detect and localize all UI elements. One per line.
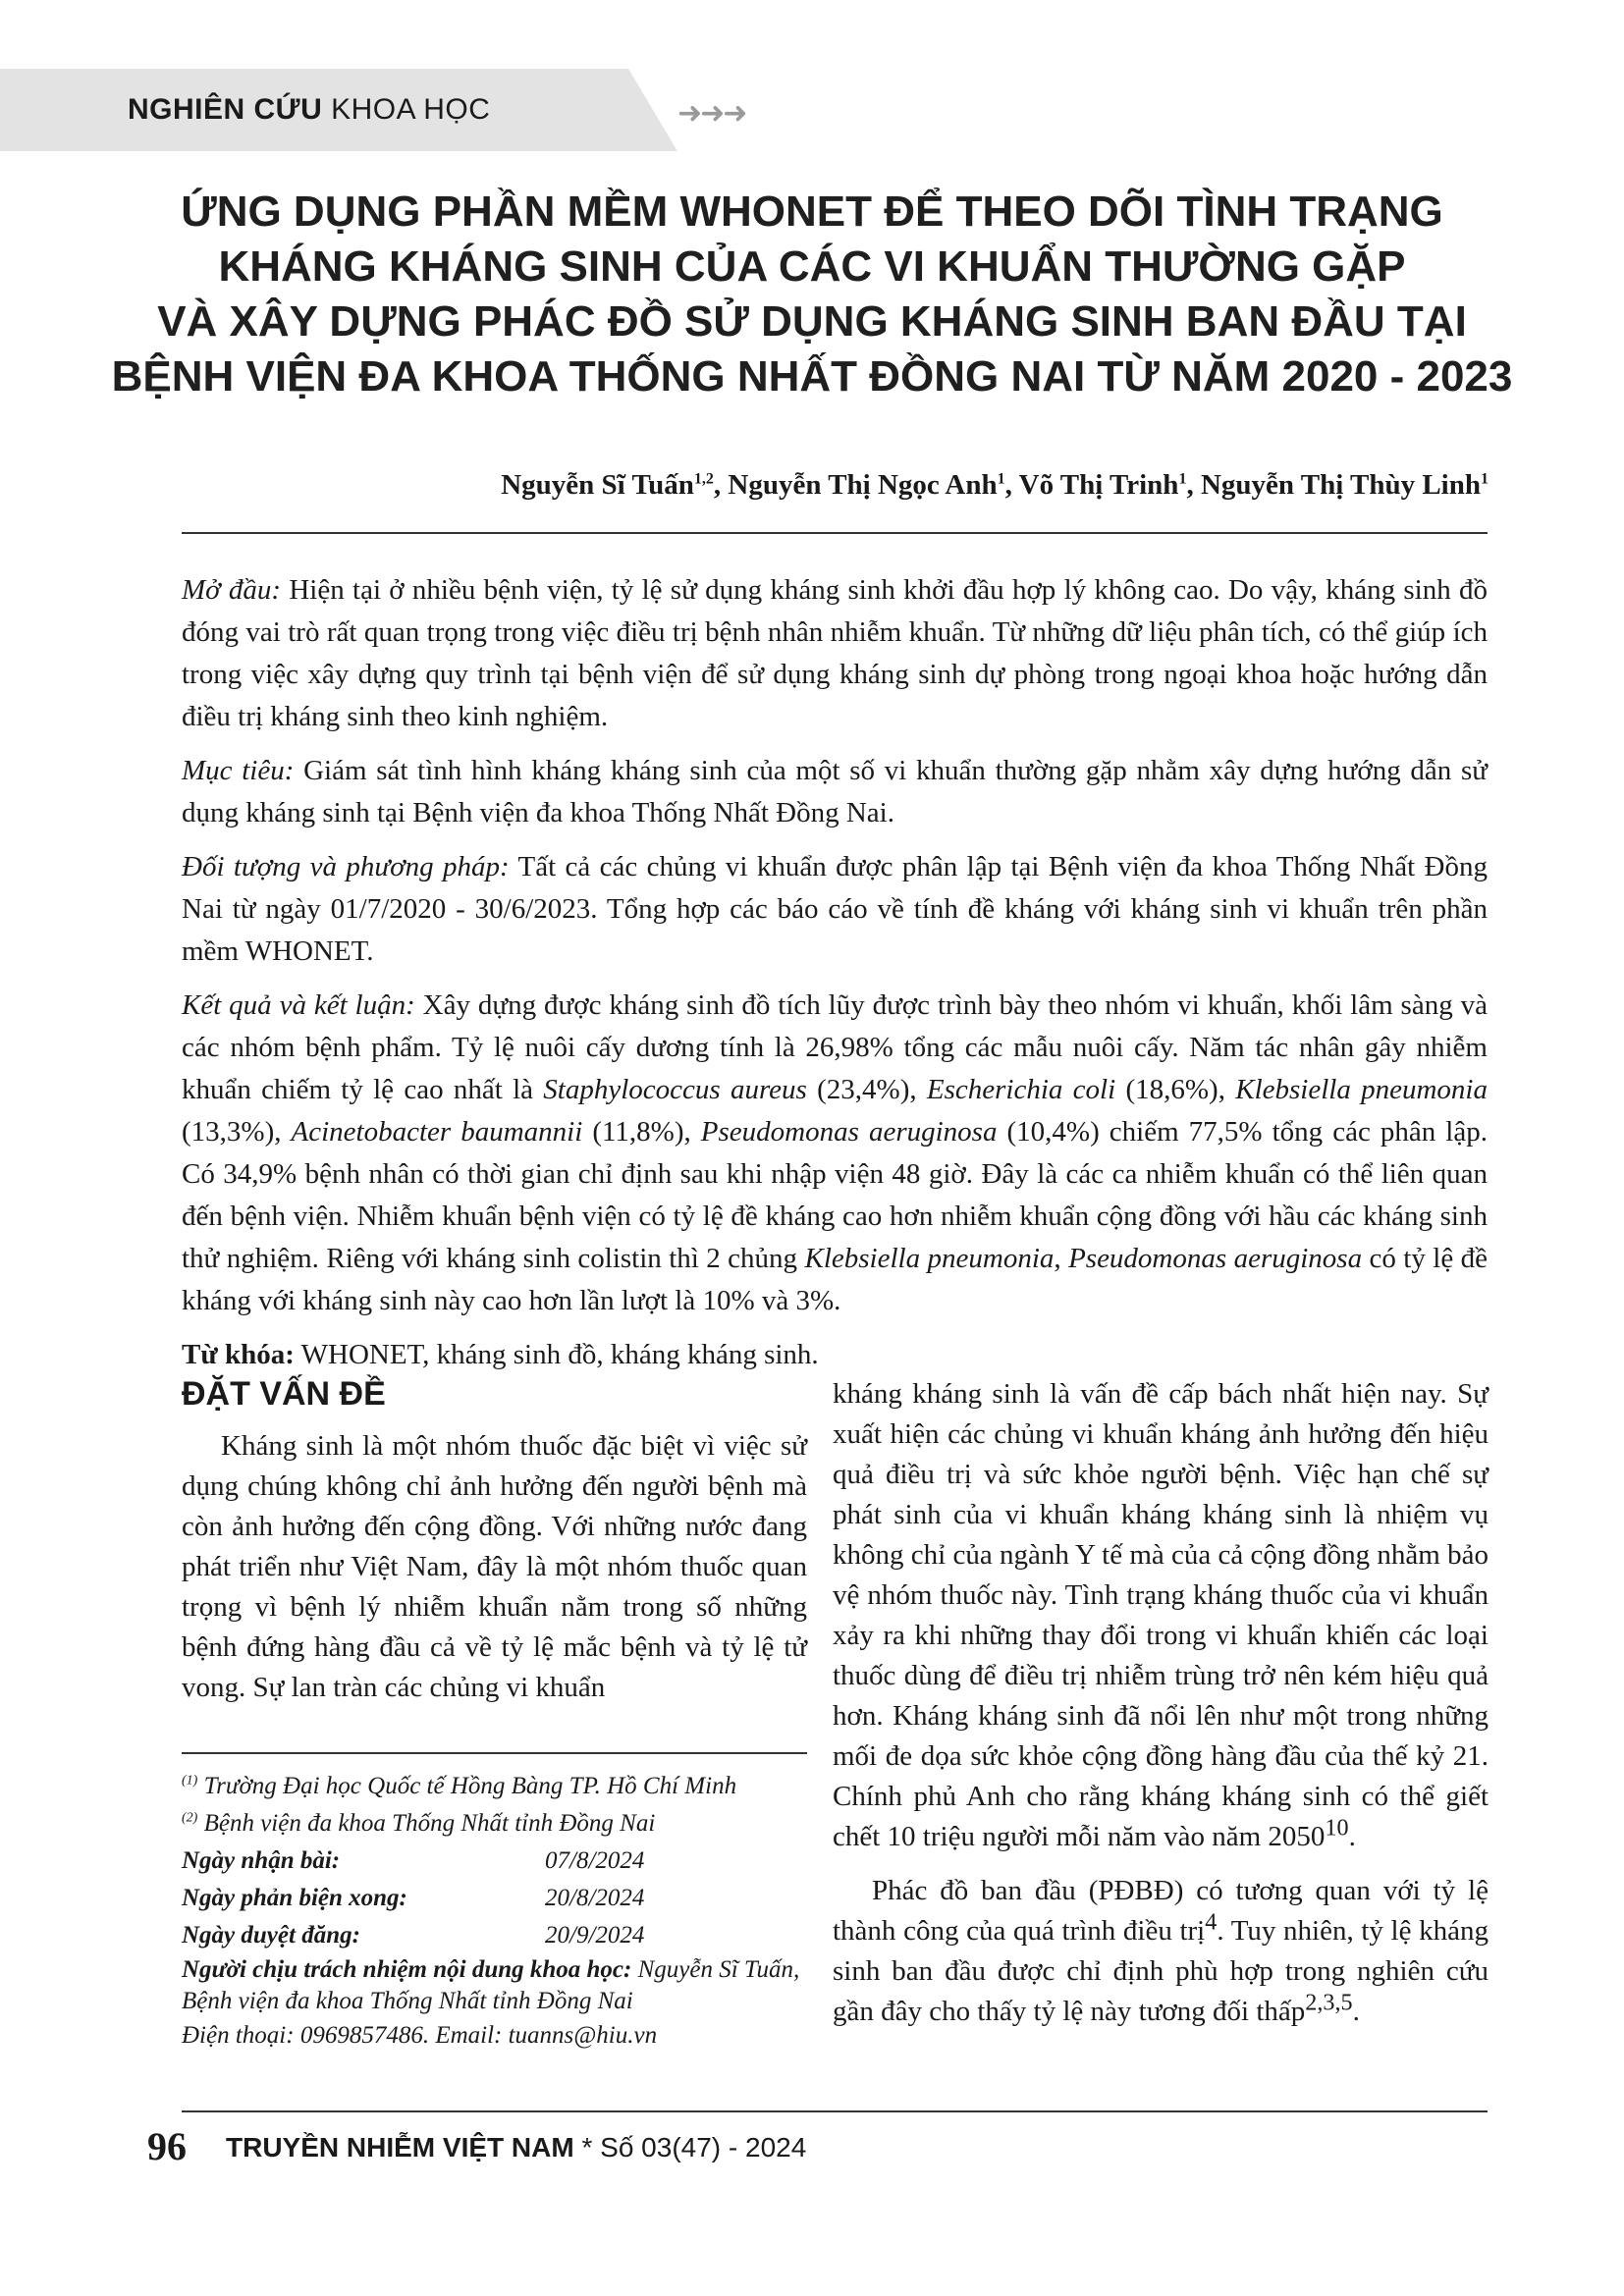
title-line: KHÁNG KHÁNG SINH CỦA CÁC VI KHUẨN THƯỜNG GẶP <box>218 242 1406 291</box>
body-paragraph: Kháng sinh là một nhóm thuốc đặc biệt vì việc sử dụng chúng không chỉ ảnh hưởng đến người bệnh mà còn ảnh hưởng đến cộng đồng. Với những nước đang phát triển như Việt Nam, đây là một nhóm thuốc quan trọng vì bệnh lý nhiễm khuẩn nằm trong số những bệnh đứng hàng đầu cả về tỷ lệ mắc bệnh và tỷ lệ tử vong. Sự lan tràn các chủng vi khuẩn <box>182 1430 807 1703</box>
affiliation-note: $^{(1)}$ Trường Đại học Quốc tế Hồng Bàng TP. Hồ Chí Minh <box>182 1773 737 1799</box>
author-list: Nguyễn Sĩ Tuấn$^{1,2}$, Nguyễn Thị Ngọc Anh$^1$, Võ Thị Trinh$^1$, Nguyễn Thị Thùy Linh$^1$ <box>501 469 1489 501</box>
author-affiliation: 1 <box>1178 470 1187 488</box>
results-text: có tỷ lệ đề kháng với kháng sinh này cao hơn lần lượt là 10% và 3%. <box>182 1243 1489 1316</box>
abstract-top-rule <box>182 532 1488 534</box>
title-line: ỨNG DỤNG PHẦN MỀM WHONET ĐỂ THEO DÕI TÌNH TRẠNG <box>181 187 1443 236</box>
arrow-icons: ➜➜➜ <box>677 96 746 131</box>
results-text: (18,6%), <box>1115 1074 1236 1105</box>
article-title <box>98 185 1526 404</box>
date-row: Ngày phản biện xong: 20/8/2024 <box>182 1885 645 1911</box>
abstract-objective: Mục tiêu: Giám sát tình hình kháng kháng sinh của một số vi khuẩn thường gặp nhằm xây dựng hướng dẫn sử dụng kháng sinh tại Bệnh viện đa khoa Thống Nhất Đồng Nai. <box>182 755 1489 828</box>
date-row: Ngày duyệt đăng: 20/9/2024 <box>182 1922 645 1949</box>
abstract-results: Kết quả và kết luận: Xây dựng được kháng sinh đồ tích lũy được trình bày theo nhóm vi khuẩn, khối lâm sàng và các nhóm bệnh phẩm. Tỷ lệ nuôi cấy dương tính là 26,98% tổng các mẫu nuôi cấy. Năm tác nhân gây nhiễm khuẩn chiếm tỷ lệ cao nhất là Staphylococcus aureus (23,4%), Escherichia coli (18,6%), Klebsiella pneumonia (13,3%), Acinetobacter baumannii (11,8%), Pseudomonas aeruginosa (10,4%) chiếm 77,5% tổng các phân lập. Có 34,9% bệnh nhân có thời gian chỉ định sau khi nhập viện 48 giờ. Đây là các ca nhiễm khuẩn có thể liên quan đến bệnh viện. Nhiễm khuẩn bệnh viện có tỷ lệ đề kháng cao hơn nhiễm khuẩn cộng đồng với hầu các kháng sinh thử nghiệm. Riêng với kháng sinh colistin thì 2 chủng Klebsiella pneumonia, Pseudomonas aeruginosa có tỷ lệ đề kháng với kháng sinh này cao hơn lần lượt là 10% và 3%. <box>182 989 1489 1316</box>
author-name: Võ Thị Trinh <box>1018 469 1179 501</box>
results-text: (10,4%) chiếm 77,5% tổng các phân lập. Có 34,9% bệnh nhân có thời gian chỉ định sau khi nhập viện 48 giờ. Đây là các ca nhiễm khuẩn có thể liên quan đến bệnh viện. Nhiễm khuẩn bệnh viện có tỷ lệ đề kháng cao hơn nhiễm khuẩn cộng đồng với hầu các kháng sinh thử nghiệm. Riêng với kháng sinh colistin thì 2 chủng <box>182 1116 1488 1274</box>
results-text: , <box>1054 1243 1069 1274</box>
journal-name: TRUYỀN NHIỄM VIỆT NAM * Số 03(47) - 2024 <box>226 2132 807 2163</box>
species-name: Pseudomonas aeruginosa <box>1068 1243 1363 1274</box>
title-line: VÀ XÂY DỰNG PHÁC ĐỒ SỬ DỤNG KHÁNG SINH BAN ĐẦU TẠI <box>157 297 1467 346</box>
abstract-intro: Mở đầu: Hiện tại ở nhiều bệnh viện, tỷ lệ sử dụng kháng sinh khởi đầu hợp lý không cao. Do vậy, kháng sinh đồ đóng vai trò rất quan trọng trong việc điều trị bệnh nhân nhiễm khuẩn. Từ những dữ liệu phân tích, có thể giúp ích trong việc xây dựng quy trình tại bệnh viện để sử dụng kháng sinh dự phòng trong ngoại khoa hoặc hướng dẫn điều trị kháng sinh theo kinh nghiệm. <box>182 574 1488 732</box>
page-number: 96 <box>147 2124 187 2168</box>
abstract-methods: Đối tượng và phương pháp: Tất cả các chủng vi khuẩn được phân lập tại Bệnh viện đa khoa Thống Nhất Đồng Nai từ ngày 01/7/2020 - 30/6/2023. Tổng hợp các báo cáo về tính đề kháng với kháng sinh vi khuẩn trên phần mềm WHONET. <box>182 851 1488 967</box>
author-name: Nguyễn Thị Thùy Linh <box>1200 469 1481 501</box>
citation: 10 <box>1325 1814 1349 1842</box>
date-row: Ngày nhận bài: 07/8/2024 <box>182 1847 645 1874</box>
contact-info: Điện thoại: 0969857486. Email: tuanns@hiu.vn <box>182 2022 658 2049</box>
body-paragraph: Phác đồ ban đầu (PĐBĐ) có tương quan với tỷ lệ thành công của quá trình điều trị$^4$. Tuy nhiên, tỷ lệ kháng sinh ban đầu được chỉ định phù hợp trong nghiên cứu gần đây cho thấy tỷ lệ này tương đối thấp$^{2,3,5}$. <box>833 1875 1489 2027</box>
species-name: Pseudomonas aeruginosa <box>700 1116 998 1148</box>
section-heading: ĐẶT VẤN ĐỀ <box>182 1375 386 1413</box>
author-name: Nguyễn Sĩ Tuấn <box>501 469 694 501</box>
citation: 2,3,5 <box>1305 1989 1353 2016</box>
author-affiliation: 1 <box>1481 470 1489 488</box>
right-column <box>833 1374 1489 2032</box>
affiliation-note: $^{(2)}$ Bệnh viện đa khoa Thống Nhất tỉnh Đồng Nai <box>182 1810 656 1837</box>
footer-rule <box>182 2110 1488 2112</box>
author-name: Nguyễn Thị Ngọc Anh <box>728 469 998 501</box>
species-name: Acinetobacter baumannii <box>291 1116 583 1148</box>
footnotes <box>182 1752 807 2055</box>
results-text: (23,4%), <box>806 1074 927 1105</box>
species-name: Klebsiella pneumonia <box>804 1243 1055 1274</box>
species-name: Staphylococcus aureus <box>543 1074 807 1105</box>
author-affiliation: 1,2 <box>693 470 714 488</box>
body-paragraph: kháng kháng sinh là vấn đề cấp bách nhất hiện nay. Sự xuất hiện các chủng vi khuẩn kháng ảnh hưởng đến hiệu quả điều trị và sức khỏe người bệnh. Việc hạn chế sự phát sinh của vi khuẩn kháng kháng sinh là nhiệm vụ không chỉ của ngành Y tế mà của cả cộng đồng nhằm bảo vệ nhóm thuốc này. Tình trạng kháng thuốc của vi khuẩn xảy ra khi những thay đổi trong vi khuẩn khiến các loại thuốc dùng để điều trị nhiễm trùng trở nên kém hiệu quả hơn. Kháng kháng sinh đã nổi lên như một trong những mối đe dọa sức khỏe cộng đồng hàng đầu của thế kỷ 21. Chính phủ Anh cho rằng kháng kháng sinh có thể giết chết 10 triệu người mỗi năm vào năm 2050$^{10}$. <box>833 1378 1489 1852</box>
results-text: (13,3%), <box>182 1116 292 1148</box>
left-column <box>182 1374 807 1708</box>
results-text: Xây dựng được kháng sinh đồ tích lũy được trình bày theo nhóm vi khuẩn, khối lâm sàng và các nhóm bệnh phẩm. Tỷ lệ nuôi cấy dương tính là 26,98% tổng các mẫu nuôi cấy. Năm tác nhân gây nhiễm khuẩn chiếm tỷ lệ cao nhất là <box>182 989 1488 1105</box>
abstract-keywords: Từ khóa: WHONET, kháng sinh đồ, kháng kháng sinh. <box>182 1339 819 1370</box>
author-affiliation: 1 <box>997 470 1005 488</box>
species-name: Escherichia coli <box>926 1074 1116 1105</box>
results-text: (11,8%), <box>582 1116 701 1148</box>
responsible-person: Người chịu trách nhiệm nội dung khoa học: Nguyễn Sĩ Tuấn, Bệnh viện đa khoa Thống Nhất tỉnh Đồng Nai <box>182 1956 800 2014</box>
title-line: BỆNH VIỆN ĐA KHOA THỐNG NHẤT ĐỒNG NAI TỪ NĂM 2020 - 2023 <box>111 352 1513 400</box>
abstract <box>182 569 1488 1388</box>
citation: 4 <box>1205 1908 1218 1936</box>
species-name: Klebsiella pneumonia <box>1235 1074 1488 1105</box>
section-header: NGHIÊN CỨU KHOA HỌC <box>128 93 491 126</box>
